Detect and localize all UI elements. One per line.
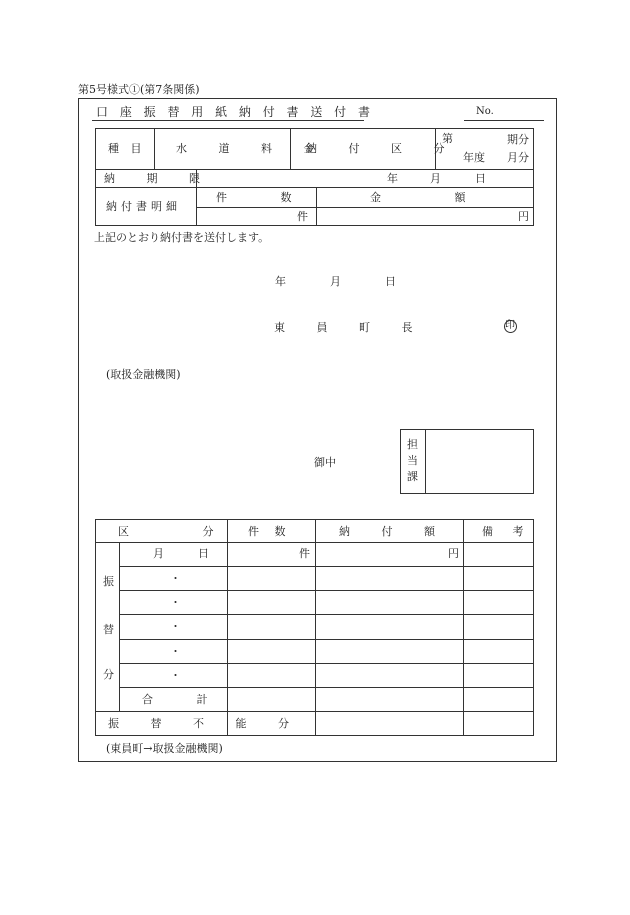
form-number-note: 第5号様式①(第7条関係): [78, 83, 200, 96]
period-label: 納 付 区 分: [306, 142, 459, 155]
row-dot: ・: [170, 645, 181, 658]
type-label: 種 目: [108, 142, 146, 155]
col-kubun: 区 分: [118, 525, 214, 538]
send-text: 上記のとおり納付書を送付します。: [94, 231, 270, 244]
date-month: 月: [330, 275, 341, 288]
period-nendo: 年度: [463, 151, 485, 164]
row-dot: ・: [170, 669, 181, 682]
detail-label: 納付書明細: [106, 200, 181, 213]
bank-label: (取扱金融機関): [106, 368, 181, 381]
col-count: 件 数: [248, 525, 286, 538]
count-header: 件 数: [216, 191, 292, 204]
seal-mark: 印: [505, 320, 515, 331]
deadline-month: 月: [430, 172, 441, 185]
tanto-label: 担当課: [407, 438, 418, 483]
row-dot: ・: [170, 596, 181, 609]
row-count-unit: 件: [299, 547, 310, 560]
col-amount: 納 付 額: [339, 525, 435, 538]
tanto-box: [400, 429, 534, 494]
date-day: 日: [385, 275, 396, 288]
row-dot: ・: [170, 572, 181, 585]
furikae-label-3: 分: [103, 668, 114, 681]
onchu: 御中: [314, 456, 336, 469]
amount-unit: 円: [518, 210, 529, 223]
number-label: No.: [476, 106, 494, 117]
deadline-label: 納 期 限: [104, 172, 214, 185]
row-amount-unit: 円: [448, 547, 459, 560]
furikae-label-1: 振: [103, 575, 114, 588]
count-unit: 件: [297, 210, 308, 223]
footer-note: (東員町→取扱金融機関): [106, 742, 223, 755]
row-dot: ・: [170, 620, 181, 633]
amount-header: 金 額: [370, 191, 466, 204]
row-month: 月: [153, 547, 164, 560]
total-label: 合 計: [142, 693, 208, 706]
period-dai: 第: [442, 132, 453, 145]
funou-label: 振 替 不 能 分: [108, 717, 303, 730]
deadline-year: 年: [387, 172, 398, 185]
period-tsukibun: 月分: [507, 151, 529, 164]
form-title: 口 座 振 替 用 紙 納 付 書 送 付 書: [96, 105, 374, 119]
col-remarks: 備 考: [482, 525, 524, 538]
deadline-day: 日: [475, 172, 486, 185]
furikae-label-2: 替: [103, 623, 114, 636]
date-year: 年: [275, 275, 286, 288]
title-underline: [92, 120, 364, 121]
type-value: 水 道 料 金: [176, 142, 329, 155]
mayor-title: 東 員 町 長: [274, 321, 427, 334]
row-day: 日: [198, 547, 209, 560]
period-kibun: 期分: [507, 133, 529, 146]
number-underline: [464, 120, 544, 121]
